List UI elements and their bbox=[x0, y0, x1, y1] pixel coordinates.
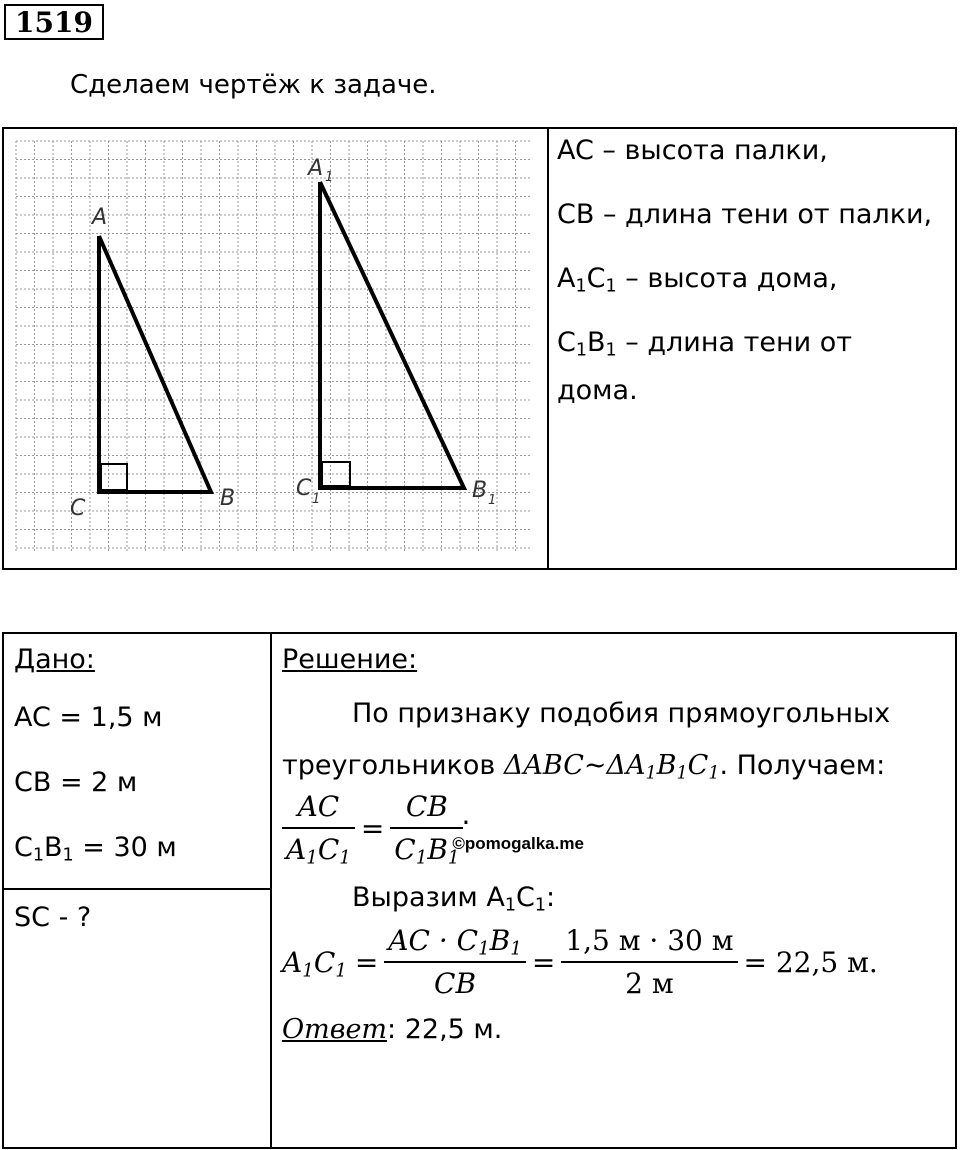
label-a: A bbox=[92, 205, 108, 230]
def-cb: CB – длина тени от палки, bbox=[557, 199, 933, 230]
label-c: C bbox=[70, 496, 86, 521]
find-text: SC - ? bbox=[14, 902, 92, 933]
watermark: ©pomogalka.me bbox=[452, 834, 584, 853]
f2-den: $C_1B_1$ bbox=[394, 833, 460, 869]
result-value: = 22,5 м. bbox=[743, 945, 878, 979]
solution-heading: Решение: bbox=[282, 644, 418, 675]
triangles-drawing bbox=[12, 137, 540, 562]
given-cb: CB = 2 м bbox=[14, 767, 138, 798]
f4-num: 1,5 м · 30 м bbox=[565, 924, 734, 957]
given-ac: AC = 1,5 м bbox=[14, 702, 163, 733]
drawing-table bbox=[2, 127, 957, 570]
label-a1-sub: 1 bbox=[325, 170, 334, 185]
def-c1b1-cont: дома. bbox=[557, 375, 638, 406]
def-c1b1: $C_1B_1$ – длина тени от bbox=[557, 327, 852, 361]
given-c1b1: $C_1B_1 = 30$ м bbox=[14, 832, 177, 866]
label-a1: A bbox=[308, 156, 324, 181]
f3-lhs: $A_1C_1$ bbox=[282, 945, 347, 982]
solution-section bbox=[282, 644, 952, 1046]
triangles-svg bbox=[12, 137, 540, 562]
def-ac: AC – высота палки, bbox=[557, 135, 828, 166]
solution-table bbox=[2, 632, 957, 1149]
answer-label: Ответ bbox=[282, 1014, 388, 1045]
f3-den: CB bbox=[434, 967, 477, 1000]
solution-p2: треугольников $\Delta ABC\sim\Delta A_1B_1C_1$. Получаем: bbox=[282, 750, 886, 784]
result-formula: $A_1C_1$ = $\frac{AC \cdot C_1B_1}{CB}$ = $\frac{1,5 м \cdot 30 м}{2 м}$ = 22,5 м. bbox=[282, 924, 878, 1000]
triangle-a1b1c1 bbox=[320, 182, 464, 488]
f1-den: $A_1C_1$ bbox=[286, 833, 351, 869]
bottom-divider bbox=[270, 634, 272, 1147]
f4-den: 2 м bbox=[625, 967, 674, 1000]
formula-dot: . bbox=[461, 797, 471, 831]
given-divider bbox=[4, 888, 272, 890]
right-angle-c bbox=[101, 464, 127, 490]
f1-num: AC bbox=[297, 790, 340, 823]
f3-num: AC · $C_1B_1$ bbox=[388, 924, 522, 960]
definitions bbox=[557, 135, 957, 407]
express-text: Выразим $A_1C_1$: bbox=[352, 882, 556, 916]
label-b1-sub: 1 bbox=[488, 493, 497, 508]
label-c1: C bbox=[296, 476, 312, 501]
label-b1: B bbox=[472, 478, 488, 503]
answer-line: Ответ: 22,5 м. bbox=[282, 1014, 503, 1045]
def-a1c1: $A_1C_1$ – высота дома, bbox=[557, 263, 838, 297]
solution-p1: По признаку подобия прямоугольных bbox=[352, 698, 891, 729]
intro-text: Сделаем чертёж к задаче. bbox=[70, 70, 437, 100]
problem-number: 1519 bbox=[4, 4, 104, 40]
top-divider bbox=[547, 129, 549, 568]
label-c1-sub: 1 bbox=[312, 492, 321, 507]
given-section bbox=[14, 644, 264, 897]
grid bbox=[16, 141, 532, 552]
given-heading: Дано: bbox=[14, 644, 95, 675]
f2-num: CB bbox=[405, 790, 448, 823]
triangle-abc bbox=[99, 236, 211, 492]
label-b: B bbox=[220, 486, 236, 511]
equals-sign: = bbox=[360, 811, 385, 845]
proportion-formula bbox=[282, 790, 952, 869]
